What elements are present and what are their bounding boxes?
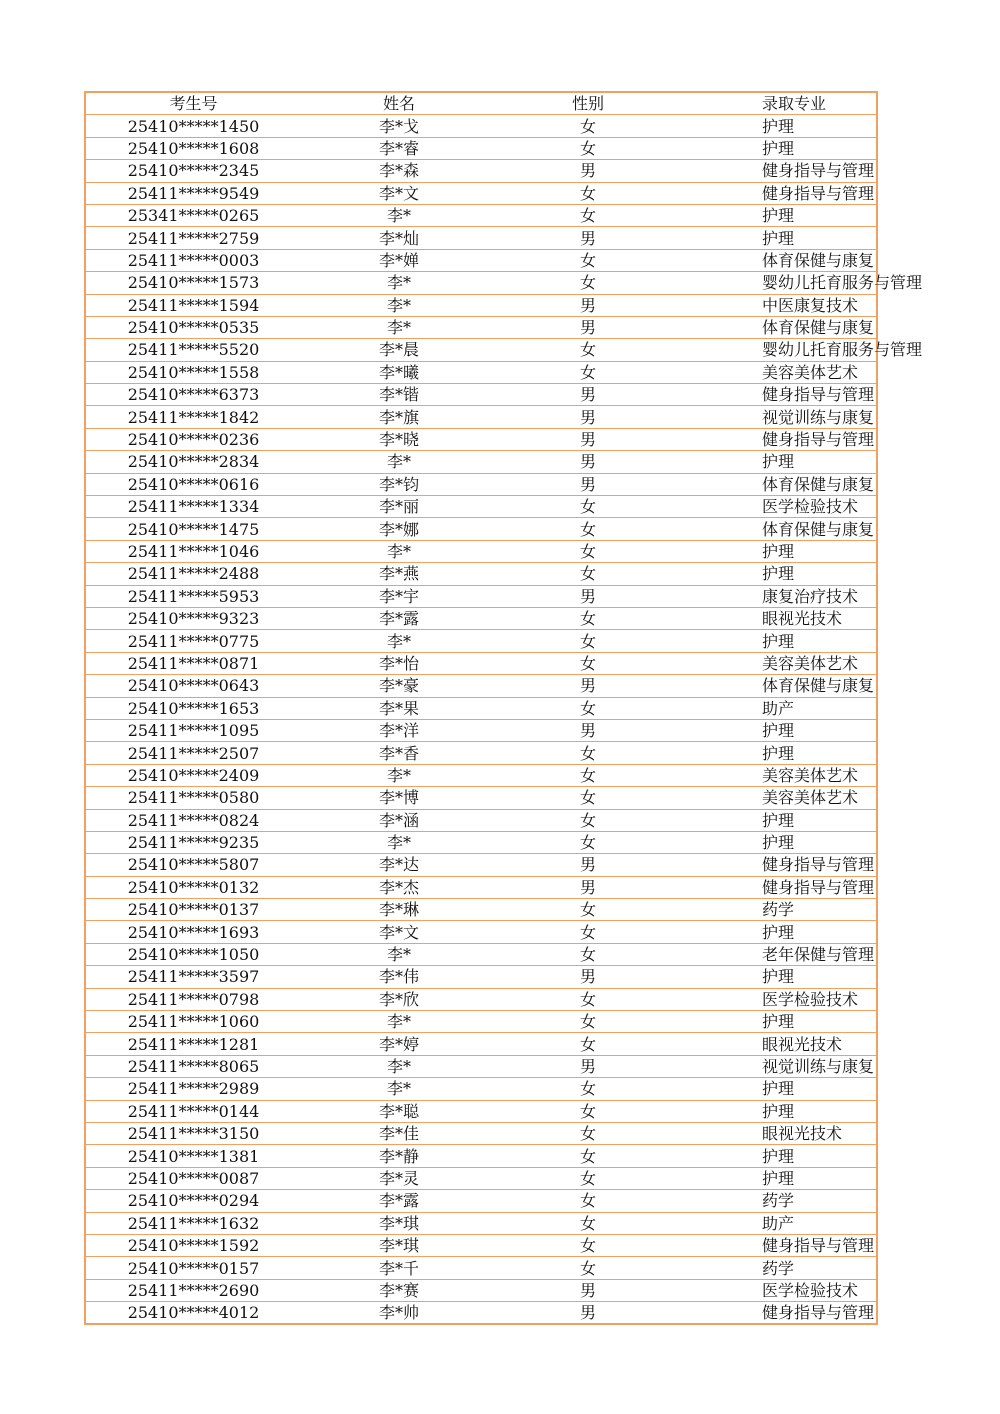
cell-gender: 女 — [497, 921, 679, 943]
table-row — [85, 1167, 877, 1189]
cell-exam-number: 25411*****1281 — [85, 1033, 301, 1055]
cell-name: 李*伟 — [301, 966, 497, 988]
cell-exam-number: 25410*****1653 — [85, 697, 301, 719]
cell-name: 李*果 — [301, 697, 497, 719]
cell-exam-number: 25410*****2834 — [85, 451, 301, 473]
cell-major: 护理 — [679, 204, 877, 226]
cell-gender: 男 — [497, 227, 679, 249]
cell-exam-number: 25410*****1558 — [85, 361, 301, 383]
table-row — [85, 652, 877, 674]
cell-exam-number: 25410*****0236 — [85, 428, 301, 450]
table-row — [85, 854, 877, 876]
cell-exam-number: 25410*****5807 — [85, 854, 301, 876]
table-row — [85, 876, 877, 898]
cell-exam-number: 25411*****2488 — [85, 563, 301, 585]
cell-major: 健身指导与管理 — [679, 428, 877, 450]
cell-major: 视觉训练与康复 — [679, 406, 877, 428]
cell-gender: 男 — [497, 854, 679, 876]
table-row — [85, 473, 877, 495]
cell-exam-number: 25410*****2409 — [85, 764, 301, 786]
table-row — [85, 160, 877, 182]
cell-name: 李*博 — [301, 787, 497, 809]
cell-major: 健身指导与管理 — [679, 384, 877, 406]
cell-name: 李*燕 — [301, 563, 497, 585]
table-row — [85, 787, 877, 809]
cell-gender: 女 — [497, 1078, 679, 1100]
cell-exam-number: 25411*****1046 — [85, 540, 301, 562]
cell-exam-number: 25411*****2989 — [85, 1078, 301, 1100]
cell-major: 医学检验技术 — [679, 496, 877, 518]
cell-major: 美容美体艺术 — [679, 361, 877, 383]
cell-major: 护理 — [679, 1167, 877, 1189]
table-row — [85, 809, 877, 831]
cell-major: 健身指导与管理 — [679, 854, 877, 876]
cell-major: 眼视光技术 — [679, 1033, 877, 1055]
cell-major: 药学 — [679, 1190, 877, 1212]
cell-gender: 女 — [497, 1122, 679, 1144]
cell-gender: 女 — [497, 630, 679, 652]
table-row — [85, 899, 877, 921]
cell-major: 体育保健与康复 — [679, 316, 877, 338]
cell-major: 助产 — [679, 697, 877, 719]
table-row — [85, 1122, 877, 1144]
table-row — [85, 1212, 877, 1234]
cell-name: 李*千 — [301, 1257, 497, 1279]
cell-exam-number: 25410*****4012 — [85, 1302, 301, 1325]
cell-exam-number: 25410*****0643 — [85, 675, 301, 697]
cell-gender: 女 — [497, 1234, 679, 1256]
table-row — [85, 831, 877, 853]
cell-gender: 女 — [497, 339, 679, 361]
table-row — [85, 361, 877, 383]
table-row — [85, 607, 877, 629]
cell-name: 李*怡 — [301, 652, 497, 674]
cell-gender: 女 — [497, 652, 679, 674]
cell-gender: 女 — [497, 943, 679, 965]
cell-major: 护理 — [679, 137, 877, 159]
cell-major: 护理 — [679, 719, 877, 741]
cell-gender: 男 — [497, 1302, 679, 1325]
cell-gender: 女 — [497, 272, 679, 294]
cell-name: 李*佳 — [301, 1122, 497, 1144]
table-row — [85, 1078, 877, 1100]
cell-name: 李*娜 — [301, 518, 497, 540]
cell-exam-number: 25411*****0798 — [85, 988, 301, 1010]
cell-name: 李* — [301, 1055, 497, 1077]
cell-gender: 男 — [497, 1279, 679, 1301]
cell-gender: 男 — [497, 876, 679, 898]
cell-gender: 女 — [497, 518, 679, 540]
table-row — [85, 227, 877, 249]
cell-exam-number: 25410*****1573 — [85, 272, 301, 294]
cell-gender: 女 — [497, 742, 679, 764]
table-row — [85, 1100, 877, 1122]
cell-gender: 女 — [497, 607, 679, 629]
cell-major: 体育保健与康复 — [679, 249, 877, 271]
cell-major: 护理 — [679, 831, 877, 853]
cell-major: 美容美体艺术 — [679, 764, 877, 786]
cell-gender: 男 — [497, 451, 679, 473]
cell-major: 健身指导与管理 — [679, 876, 877, 898]
cell-major: 老年保健与管理 — [679, 943, 877, 965]
cell-name: 李*婵 — [301, 249, 497, 271]
cell-gender: 女 — [497, 1011, 679, 1033]
cell-gender: 女 — [497, 361, 679, 383]
cell-major: 健身指导与管理 — [679, 160, 877, 182]
cell-name: 李* — [301, 316, 497, 338]
table-row — [85, 742, 877, 764]
cell-gender: 女 — [497, 496, 679, 518]
cell-exam-number: 25410*****0132 — [85, 876, 301, 898]
cell-exam-number: 25411*****0871 — [85, 652, 301, 674]
cell-name: 李*杰 — [301, 876, 497, 898]
header-name: 姓名 — [301, 92, 497, 115]
cell-exam-number: 25411*****0144 — [85, 1100, 301, 1122]
cell-name: 李*晨 — [301, 339, 497, 361]
table-row — [85, 316, 877, 338]
cell-gender: 女 — [497, 115, 679, 137]
cell-gender: 女 — [497, 697, 679, 719]
cell-exam-number: 25411*****1842 — [85, 406, 301, 428]
cell-exam-number: 25411*****1095 — [85, 719, 301, 741]
cell-exam-number: 25411*****9235 — [85, 831, 301, 853]
cell-gender: 男 — [497, 719, 679, 741]
cell-major: 助产 — [679, 1212, 877, 1234]
cell-gender: 女 — [497, 563, 679, 585]
cell-exam-number: 25410*****2345 — [85, 160, 301, 182]
table-row — [85, 540, 877, 562]
table-row — [85, 451, 877, 473]
cell-gender: 男 — [497, 675, 679, 697]
cell-name: 李*睿 — [301, 137, 497, 159]
header-exam-number: 考生号 — [85, 92, 301, 115]
cell-major: 眼视光技术 — [679, 1122, 877, 1144]
cell-name: 李*琳 — [301, 899, 497, 921]
cell-name: 李*露 — [301, 1190, 497, 1212]
cell-major: 护理 — [679, 1011, 877, 1033]
cell-gender: 男 — [497, 406, 679, 428]
table-row — [85, 272, 877, 294]
cell-major: 中医康复技术 — [679, 294, 877, 316]
cell-name: 李*涵 — [301, 809, 497, 831]
table-row — [85, 675, 877, 697]
cell-exam-number: 25410*****0137 — [85, 899, 301, 921]
cell-gender: 男 — [497, 473, 679, 495]
cell-gender: 女 — [497, 182, 679, 204]
table-row — [85, 921, 877, 943]
cell-major: 体育保健与康复 — [679, 518, 877, 540]
cell-exam-number: 25410*****1381 — [85, 1145, 301, 1167]
table-row — [85, 630, 877, 652]
table-row — [85, 585, 877, 607]
table-row — [85, 249, 877, 271]
cell-name: 李*琪 — [301, 1234, 497, 1256]
cell-name: 李*晓 — [301, 428, 497, 450]
cell-major: 护理 — [679, 1145, 877, 1167]
cell-name: 李* — [301, 831, 497, 853]
cell-major: 健身指导与管理 — [679, 1234, 877, 1256]
cell-major: 护理 — [679, 1078, 877, 1100]
table-row — [85, 697, 877, 719]
cell-name: 李*文 — [301, 921, 497, 943]
cell-name: 李* — [301, 272, 497, 294]
cell-major: 体育保健与康复 — [679, 675, 877, 697]
cell-exam-number: 25411*****3597 — [85, 966, 301, 988]
cell-name: 李*灵 — [301, 1167, 497, 1189]
cell-major: 护理 — [679, 966, 877, 988]
cell-exam-number: 25341*****0265 — [85, 204, 301, 226]
cell-exam-number: 25411*****3150 — [85, 1122, 301, 1144]
cell-name: 李*露 — [301, 607, 497, 629]
table-row — [85, 518, 877, 540]
cell-name: 李*灿 — [301, 227, 497, 249]
table-row — [85, 428, 877, 450]
table-row — [85, 1011, 877, 1033]
cell-major: 护理 — [679, 1100, 877, 1122]
cell-major: 护理 — [679, 921, 877, 943]
cell-exam-number: 25410*****0087 — [85, 1167, 301, 1189]
cell-gender: 男 — [497, 428, 679, 450]
cell-major: 护理 — [679, 809, 877, 831]
cell-exam-number: 25411*****8065 — [85, 1055, 301, 1077]
cell-major: 康复治疗技术 — [679, 585, 877, 607]
cell-name: 李*香 — [301, 742, 497, 764]
cell-exam-number: 25410*****1450 — [85, 115, 301, 137]
table-row — [85, 1033, 877, 1055]
cell-exam-number: 25410*****1608 — [85, 137, 301, 159]
cell-name: 李*森 — [301, 160, 497, 182]
cell-exam-number: 25410*****1592 — [85, 1234, 301, 1256]
cell-major: 护理 — [679, 227, 877, 249]
table-row — [85, 1190, 877, 1212]
cell-major: 护理 — [679, 115, 877, 137]
cell-name: 李*婷 — [301, 1033, 497, 1055]
cell-major: 美容美体艺术 — [679, 652, 877, 674]
table-row — [85, 137, 877, 159]
cell-exam-number: 25410*****0535 — [85, 316, 301, 338]
cell-gender: 男 — [497, 294, 679, 316]
cell-exam-number: 25411*****1334 — [85, 496, 301, 518]
cell-exam-number: 25411*****2690 — [85, 1279, 301, 1301]
table-row — [85, 496, 877, 518]
cell-name: 李* — [301, 294, 497, 316]
cell-gender: 女 — [497, 1167, 679, 1189]
cell-exam-number: 25410*****0294 — [85, 1190, 301, 1212]
table-body — [85, 115, 923, 1325]
cell-exam-number: 25410*****0616 — [85, 473, 301, 495]
cell-name: 李* — [301, 943, 497, 965]
cell-exam-number: 25411*****0824 — [85, 809, 301, 831]
cell-exam-number: 25410*****1475 — [85, 518, 301, 540]
table-row — [85, 182, 877, 204]
table-row — [85, 563, 877, 585]
cell-major: 药学 — [679, 1257, 877, 1279]
cell-gender: 女 — [497, 988, 679, 1010]
cell-exam-number: 25411*****1632 — [85, 1212, 301, 1234]
cell-name: 李*赛 — [301, 1279, 497, 1301]
table-row — [85, 294, 877, 316]
cell-exam-number: 25411*****0775 — [85, 630, 301, 652]
cell-name: 李*洋 — [301, 719, 497, 741]
table-row — [85, 943, 877, 965]
cell-exam-number: 25411*****9549 — [85, 182, 301, 204]
cell-gender: 女 — [497, 899, 679, 921]
cell-gender: 女 — [497, 1145, 679, 1167]
table-row — [85, 339, 877, 361]
cell-exam-number: 25410*****9323 — [85, 607, 301, 629]
cell-name: 李*豪 — [301, 675, 497, 697]
table-header — [85, 92, 877, 115]
cell-gender: 男 — [497, 966, 679, 988]
table-row — [85, 204, 877, 226]
cell-major: 婴幼儿托育服务与管理 — [679, 272, 877, 294]
table-row — [85, 966, 877, 988]
cell-name: 李*曦 — [301, 361, 497, 383]
cell-exam-number: 25411*****2759 — [85, 227, 301, 249]
cell-major: 健身指导与管理 — [679, 1302, 877, 1325]
cell-gender: 男 — [497, 160, 679, 182]
cell-gender: 女 — [497, 1190, 679, 1212]
cell-gender: 女 — [497, 1100, 679, 1122]
cell-name: 李*达 — [301, 854, 497, 876]
cell-name: 李* — [301, 630, 497, 652]
cell-gender: 女 — [497, 1033, 679, 1055]
header-row — [85, 92, 877, 115]
header-gender: 性别 — [497, 92, 679, 115]
cell-gender: 女 — [497, 249, 679, 271]
cell-major: 医学检验技术 — [679, 1279, 877, 1301]
cell-major: 医学检验技术 — [679, 988, 877, 1010]
cell-gender: 男 — [497, 585, 679, 607]
cell-name: 李* — [301, 1011, 497, 1033]
cell-major: 护理 — [679, 563, 877, 585]
cell-gender: 女 — [497, 1257, 679, 1279]
cell-exam-number: 25410*****0157 — [85, 1257, 301, 1279]
cell-gender: 女 — [497, 809, 679, 831]
cell-major: 美容美体艺术 — [679, 787, 877, 809]
cell-gender: 男 — [497, 316, 679, 338]
cell-name: 李*聪 — [301, 1100, 497, 1122]
cell-gender: 女 — [497, 787, 679, 809]
cell-major: 视觉训练与康复 — [679, 1055, 877, 1077]
table-row — [85, 1145, 877, 1167]
cell-major: 体育保健与康复 — [679, 473, 877, 495]
cell-name: 李*宇 — [301, 585, 497, 607]
cell-exam-number: 25411*****5520 — [85, 339, 301, 361]
cell-name: 李*文 — [301, 182, 497, 204]
cell-exam-number: 25411*****1060 — [85, 1011, 301, 1033]
cell-name: 李*琪 — [301, 1212, 497, 1234]
cell-gender: 女 — [497, 137, 679, 159]
cell-major: 护理 — [679, 630, 877, 652]
cell-gender: 女 — [497, 1212, 679, 1234]
cell-name: 李* — [301, 764, 497, 786]
cell-exam-number: 25410*****1693 — [85, 921, 301, 943]
cell-name: 李*静 — [301, 1145, 497, 1167]
table-row — [85, 764, 877, 786]
cell-name: 李*钧 — [301, 473, 497, 495]
table-row — [85, 406, 877, 428]
cell-major: 护理 — [679, 451, 877, 473]
table-row — [85, 1257, 877, 1279]
cell-gender: 女 — [497, 764, 679, 786]
cell-major: 健身指导与管理 — [679, 182, 877, 204]
cell-major: 药学 — [679, 899, 877, 921]
cell-exam-number: 25411*****1594 — [85, 294, 301, 316]
table-row — [85, 1279, 877, 1301]
cell-exam-number: 25410*****6373 — [85, 384, 301, 406]
cell-name: 李*丽 — [301, 496, 497, 518]
cell-name: 李* — [301, 540, 497, 562]
cell-major: 护理 — [679, 540, 877, 562]
cell-major: 婴幼儿托育服务与管理 — [679, 339, 877, 361]
table-row — [85, 1055, 877, 1077]
table-row — [85, 384, 877, 406]
cell-gender: 女 — [497, 831, 679, 853]
cell-name: 李*旗 — [301, 406, 497, 428]
cell-major: 眼视光技术 — [679, 607, 877, 629]
cell-exam-number: 25411*****2507 — [85, 742, 301, 764]
cell-name: 李*锴 — [301, 384, 497, 406]
cell-exam-number: 25411*****5953 — [85, 585, 301, 607]
header-major: 录取专业 — [679, 92, 877, 115]
cell-name: 李*欣 — [301, 988, 497, 1010]
cell-name: 李* — [301, 204, 497, 226]
cell-exam-number: 25411*****0003 — [85, 249, 301, 271]
cell-name: 李* — [301, 1078, 497, 1100]
cell-name: 李*帅 — [301, 1302, 497, 1325]
cell-major: 护理 — [679, 742, 877, 764]
cell-gender: 男 — [497, 1055, 679, 1077]
cell-name: 李*戈 — [301, 115, 497, 137]
cell-name: 李* — [301, 451, 497, 473]
cell-gender: 女 — [497, 204, 679, 226]
cell-gender: 女 — [497, 540, 679, 562]
cell-gender: 男 — [497, 384, 679, 406]
table-row — [85, 719, 877, 741]
cell-exam-number: 25411*****0580 — [85, 787, 301, 809]
table-row — [85, 1302, 877, 1325]
cell-exam-number: 25410*****1050 — [85, 943, 301, 965]
table-row — [85, 988, 877, 1010]
admission-table — [84, 91, 923, 1325]
table-row — [85, 115, 877, 137]
table-row — [85, 1234, 877, 1256]
